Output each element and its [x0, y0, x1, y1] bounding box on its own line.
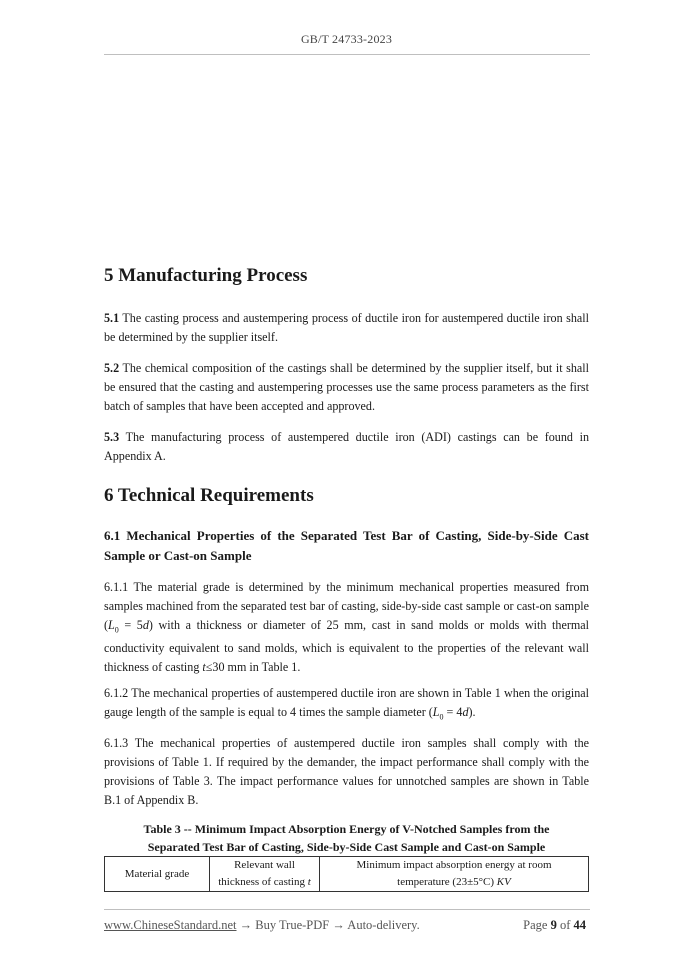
- of-label: of: [559, 918, 571, 932]
- page-indicator: [523, 918, 586, 933]
- symbol-d: d: [142, 618, 149, 632]
- clause-6-1-2: [104, 684, 589, 726]
- arrow-right-icon: →: [332, 918, 345, 932]
- subscript: 0: [439, 712, 444, 722]
- clause-5-3: [104, 428, 589, 466]
- clause-6-1-1: [104, 578, 589, 677]
- buy-text: Buy True-PDF: [252, 918, 333, 932]
- section-5-title: 5 Manufacturing Process: [104, 265, 308, 286]
- clause-number: 5.3: [104, 430, 120, 444]
- caption-line: Separated Test Bar of Casting, Side-by-Side Cast Sample and Cast-on Sample: [147, 840, 546, 854]
- delivery-text: Auto-delivery.: [344, 918, 420, 932]
- symbol-t: t: [307, 876, 311, 888]
- symbol-t: t: [202, 660, 206, 675]
- symbol-L: L: [432, 705, 440, 719]
- footer-divider: [104, 909, 590, 910]
- text-run: ) with a thickness or diameter of 25 mm, cast in sand molds or molds with thermal conductivity equivalent to sand molds, which is equivalent to the properties of the relevant wall thickness of casting: [104, 618, 589, 675]
- header-material-grade: Material grade: [105, 857, 210, 892]
- symbol-L: L: [108, 618, 115, 632]
- symbol-kv: KV: [496, 876, 511, 888]
- page-label: Page: [523, 918, 548, 932]
- subsection-6-1-title: 6.1 Mechanical Properties of the Separated Test Bar of Casting, Side-by-Side Cast Sample or Cast-on Sample: [104, 528, 589, 563]
- text-run: = 4: [443, 705, 463, 719]
- text-run: 6.1.2 The mechanical properties of austempered ductile iron are shown in Table 1 when the original gauge length of the sample is equal to 4 times the sample diameter (: [104, 686, 589, 719]
- page-number: 9: [550, 918, 557, 932]
- clause-5-2: [104, 359, 589, 416]
- text-run: 6.1.1 The material grade is determined by the minimum mechanical properties measured from samples machined from the separated test bar of casting, side-by-side cast sample or cast-on sample (: [104, 580, 589, 632]
- text-run: = 5: [118, 618, 143, 632]
- header-wall-thickness: [210, 857, 320, 892]
- section-6-title: 6 Technical Requirements: [104, 485, 314, 506]
- total-pages: 44: [573, 918, 586, 932]
- header-line: Relevant wall: [234, 859, 295, 871]
- table-3: [104, 856, 589, 892]
- header-line: [324, 874, 584, 891]
- header-line: Minimum impact absorption energy at room: [356, 859, 552, 871]
- caption-line: Table 3 -- Minimum Impact Absorption Energy of V-Notched Samples from the: [143, 822, 550, 836]
- symbol-d: d: [462, 705, 469, 719]
- arrow-right-icon: →: [239, 918, 253, 932]
- header-divider: [104, 54, 590, 55]
- page-footer: [104, 918, 590, 933]
- text-run: ).: [468, 705, 476, 719]
- subscript: 0: [114, 625, 119, 635]
- text-run: temperature (23±5°C): [397, 876, 497, 888]
- clause-number: 5.1: [104, 311, 120, 325]
- clause-6-1-3: 6.1.3 The mechanical properties of austempered ductile iron samples shall comply with the provisions of Table 1. If required by the demander, the impact performance shall comply with the provisions of Table 3. The impact performance values for unnotched samples are shown in Table B.1 of Appendix B.: [104, 736, 589, 807]
- text-run: thickness of casting: [218, 876, 308, 888]
- header-line: [214, 874, 315, 891]
- table-header-row: [105, 857, 589, 892]
- table-3-caption: [104, 820, 589, 856]
- clause-number: 5.2: [104, 361, 120, 375]
- clause-text: The chemical composition of the castings shall be determined by the supplier itself, but it shall be ensured that the casting and austempering processes use the same process parameters as the first batch of samples that have been accepted and approved.: [104, 361, 589, 413]
- clause-text: The manufacturing process of austempered ductile iron (ADI) castings can be found in Appendix A.: [104, 430, 590, 463]
- page-header: GB/T 24733-2023: [300, 32, 393, 46]
- website-link[interactable]: www.ChineseStandard.net: [104, 918, 237, 932]
- text-run: ≤30 mm in Table 1.: [205, 660, 301, 675]
- header-impact-energy: [320, 857, 589, 892]
- clause-text: The casting process and austempering process of ductile iron for austempered ductile iron shall be determined by the supplier itself.: [104, 311, 589, 344]
- clause-5-1: [104, 309, 589, 347]
